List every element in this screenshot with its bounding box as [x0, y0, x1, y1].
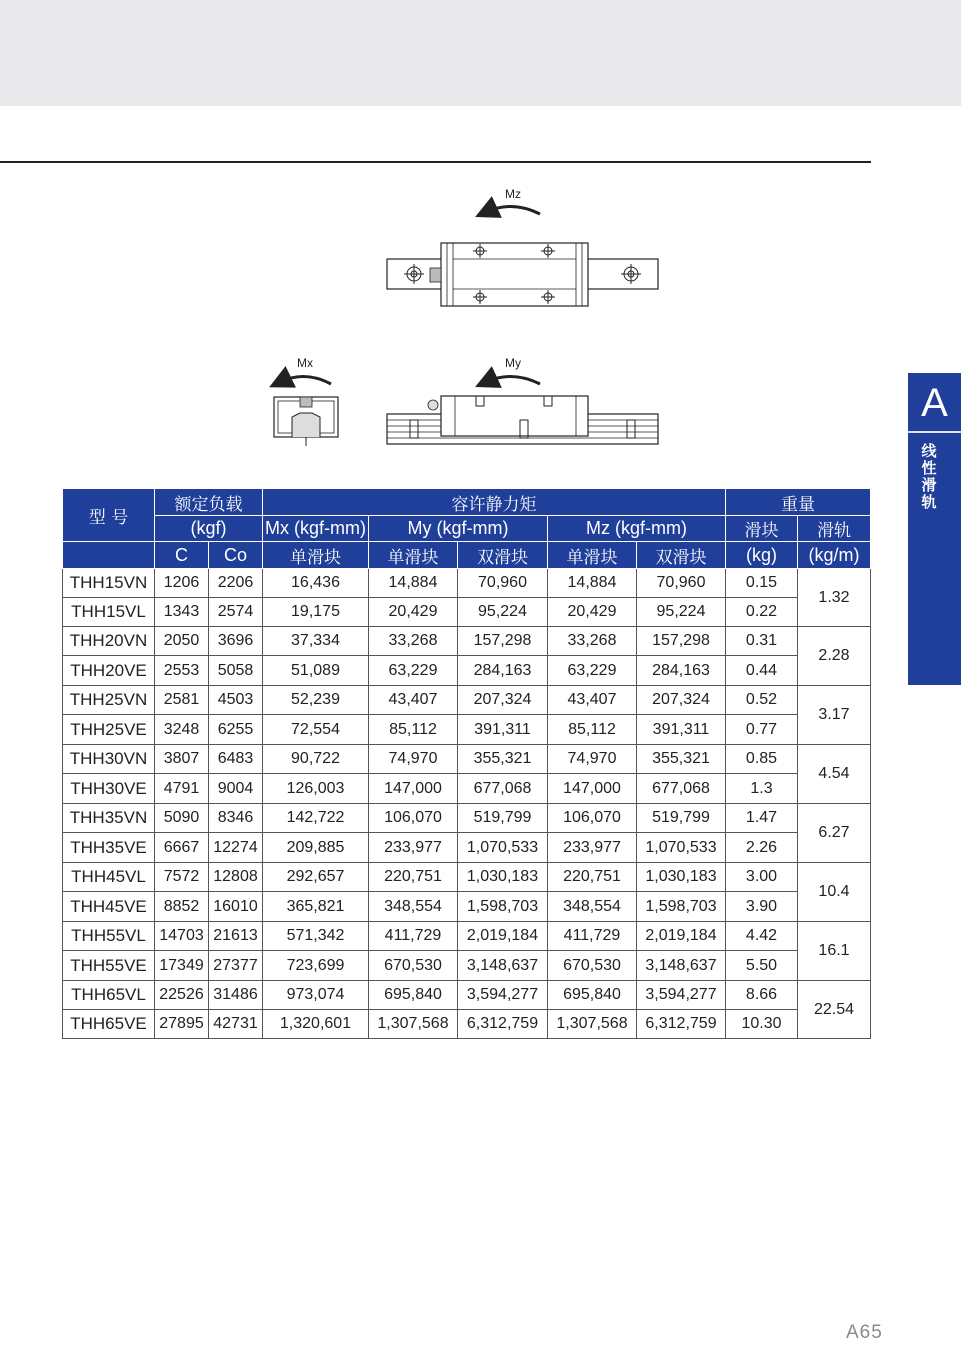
cell-model: THH65VL	[63, 981, 155, 1010]
cell-mz2: 95,224	[637, 598, 726, 627]
cell-c: 2581	[155, 686, 209, 715]
cell-co: 27377	[209, 951, 263, 981]
table-row	[63, 686, 871, 715]
section-title-char: 轨	[921, 493, 937, 511]
table-row	[63, 981, 871, 1010]
cell-block: 1.3	[726, 774, 798, 804]
cell-c: 3807	[155, 745, 209, 774]
cell-mx: 365,821	[263, 892, 369, 922]
mx-arrow-icon	[280, 376, 331, 384]
cell-c: 8852	[155, 892, 209, 922]
cell-model: THH65VE	[63, 1010, 155, 1039]
cell-mx: 1,320,601	[263, 1010, 369, 1039]
header-my-single: 单滑块	[369, 542, 458, 569]
cell-mz1: 106,070	[548, 804, 637, 833]
cell-mz1: 63,229	[548, 656, 637, 686]
grease-nipple-icon	[430, 268, 441, 282]
cell-mx: 209,885	[263, 833, 369, 863]
cell-mz1: 43,407	[548, 686, 637, 715]
header-block-unit: (kg)	[726, 542, 798, 569]
cell-mz2: 355,321	[637, 745, 726, 774]
cell-my1: 695,840	[369, 981, 458, 1010]
cell-block: 0.52	[726, 686, 798, 715]
cell-mx: 52,239	[263, 686, 369, 715]
cell-my2: 3,594,277	[458, 981, 548, 1010]
header-c: C	[155, 542, 209, 569]
cell-block: 0.22	[726, 598, 798, 627]
cell-mz1: 411,729	[548, 922, 637, 951]
cell-model: THH55VE	[63, 951, 155, 981]
section-title-char: 性	[921, 459, 937, 477]
cell-c: 22526	[155, 981, 209, 1010]
cell-mx: 16,436	[263, 569, 369, 598]
cell-my1: 670,530	[369, 951, 458, 981]
cell-model: THH15VL	[63, 598, 155, 627]
cell-my2: 207,324	[458, 686, 548, 715]
cell-my2: 677,068	[458, 774, 548, 804]
cell-mx: 19,175	[263, 598, 369, 627]
cell-c: 1206	[155, 569, 209, 598]
cell-model: THH30VN	[63, 745, 155, 774]
header-model-blank	[63, 542, 155, 569]
cell-model: THH25VN	[63, 686, 155, 715]
cell-mz2: 1,070,533	[637, 833, 726, 863]
cell-c: 5090	[155, 804, 209, 833]
header-rail-weight: 滑轨	[798, 516, 871, 542]
cell-rail: 1.32	[798, 569, 871, 627]
cell-mz2: 157,298	[637, 627, 726, 656]
cell-mx: 37,334	[263, 627, 369, 656]
table-row	[63, 745, 871, 774]
cell-my2: 70,960	[458, 569, 548, 598]
header-weight: 重量	[726, 489, 871, 516]
cell-my1: 14,884	[369, 569, 458, 598]
cell-c: 7572	[155, 863, 209, 892]
end-view-diagram	[274, 356, 338, 446]
cell-mz2: 1,598,703	[637, 892, 726, 922]
table-body	[63, 569, 871, 1039]
header-my: My (kgf-mm)	[369, 516, 548, 542]
cell-co: 42731	[209, 1010, 263, 1039]
mx-label: Mx	[297, 356, 313, 370]
top-view-diagram	[387, 187, 658, 306]
cell-mz2: 519,799	[637, 804, 726, 833]
cell-model: THH15VN	[63, 569, 155, 598]
grease-nipple-side-icon	[428, 400, 438, 410]
cell-my2: 1,598,703	[458, 892, 548, 922]
cell-mz2: 284,163	[637, 656, 726, 686]
header-model: 型 号	[63, 489, 155, 542]
cell-my1: 85,112	[369, 715, 458, 745]
cell-my2: 2,019,184	[458, 922, 548, 951]
cell-co: 31486	[209, 981, 263, 1010]
cell-co: 6255	[209, 715, 263, 745]
header-mz: Mz (kgf-mm)	[548, 516, 726, 542]
header-my-double: 双滑块	[458, 542, 548, 569]
table-row	[63, 656, 871, 686]
cell-my2: 355,321	[458, 745, 548, 774]
cell-mx: 51,089	[263, 656, 369, 686]
table-row	[63, 833, 871, 863]
block-side	[441, 396, 588, 436]
cell-mz1: 348,554	[548, 892, 637, 922]
cell-rail: 3.17	[798, 686, 871, 745]
cell-block: 0.44	[726, 656, 798, 686]
cell-model: THH30VE	[63, 774, 155, 804]
cell-model: THH25VE	[63, 715, 155, 745]
cell-my2: 391,311	[458, 715, 548, 745]
cell-my2: 519,799	[458, 804, 548, 833]
section-letter: A	[921, 381, 948, 425]
cell-block: 10.30	[726, 1010, 798, 1039]
cell-block: 0.77	[726, 715, 798, 745]
cell-model: THH35VE	[63, 833, 155, 863]
cell-mz2: 3,148,637	[637, 951, 726, 981]
cell-block: 8.66	[726, 981, 798, 1010]
header-block-weight: 滑块	[726, 516, 798, 542]
cell-model: THH45VL	[63, 863, 155, 892]
cell-mx: 723,699	[263, 951, 369, 981]
cell-model: THH20VN	[63, 627, 155, 656]
cell-mz2: 1,030,183	[637, 863, 726, 892]
header-mx: Mx (kgf-mm)	[263, 516, 369, 542]
cell-my2: 1,030,183	[458, 863, 548, 892]
cell-mx: 973,074	[263, 981, 369, 1010]
mz-arrow-icon	[486, 206, 540, 214]
cell-mz2: 391,311	[637, 715, 726, 745]
cell-c: 2050	[155, 627, 209, 656]
my-label: My	[505, 356, 521, 370]
cell-co: 9004	[209, 774, 263, 804]
cell-c: 14703	[155, 922, 209, 951]
header-load-unit: (kgf)	[155, 516, 263, 542]
cell-block: 3.00	[726, 863, 798, 892]
cell-mz1: 670,530	[548, 951, 637, 981]
cell-model: THH55VL	[63, 922, 155, 951]
table-row	[63, 774, 871, 804]
rail-end	[292, 413, 320, 437]
header-mz-double: 双滑块	[637, 542, 726, 569]
cell-rail: 10.4	[798, 863, 871, 922]
cell-my1: 411,729	[369, 922, 458, 951]
cell-mx: 72,554	[263, 715, 369, 745]
cell-mz1: 147,000	[548, 774, 637, 804]
cell-co: 5058	[209, 656, 263, 686]
header-rail-unit: (kg/m)	[798, 542, 871, 569]
cell-co: 6483	[209, 745, 263, 774]
cell-my2: 157,298	[458, 627, 548, 656]
cell-mz1: 20,429	[548, 598, 637, 627]
cell-c: 2553	[155, 656, 209, 686]
table-row	[63, 892, 871, 922]
cell-mz1: 74,970	[548, 745, 637, 774]
cell-model: THH35VN	[63, 804, 155, 833]
table-row	[63, 627, 871, 656]
cell-my2: 284,163	[458, 656, 548, 686]
cell-mz2: 677,068	[637, 774, 726, 804]
table-row	[63, 951, 871, 981]
cell-model: THH20VE	[63, 656, 155, 686]
specification-table	[62, 488, 871, 1039]
header-rated-load: 额定负载	[155, 489, 263, 516]
header-co: Co	[209, 542, 263, 569]
cell-co: 4503	[209, 686, 263, 715]
cell-co: 16010	[209, 892, 263, 922]
cell-mx: 571,342	[263, 922, 369, 951]
cell-c: 1343	[155, 598, 209, 627]
cell-mx: 126,003	[263, 774, 369, 804]
table-row	[63, 863, 871, 892]
cell-c: 6667	[155, 833, 209, 863]
cell-rail: 22.54	[798, 981, 871, 1039]
section-title-char: 滑	[921, 476, 937, 494]
cell-model: THH45VE	[63, 892, 155, 922]
cell-co: 8346	[209, 804, 263, 833]
cell-c: 17349	[155, 951, 209, 981]
cell-my1: 1,307,568	[369, 1010, 458, 1039]
cell-mz2: 6,312,759	[637, 1010, 726, 1039]
cell-mz1: 33,268	[548, 627, 637, 656]
cell-block: 4.42	[726, 922, 798, 951]
cell-mz2: 70,960	[637, 569, 726, 598]
cell-mz1: 85,112	[548, 715, 637, 745]
cell-mx: 142,722	[263, 804, 369, 833]
header-static-moment: 容许静力矩	[263, 489, 726, 516]
side-view-diagram	[387, 356, 658, 444]
cell-rail: 6.27	[798, 804, 871, 863]
cell-c: 27895	[155, 1010, 209, 1039]
cell-my1: 43,407	[369, 686, 458, 715]
cell-co: 2206	[209, 569, 263, 598]
cell-my1: 74,970	[369, 745, 458, 774]
cell-my2: 95,224	[458, 598, 548, 627]
cell-mz1: 14,884	[548, 569, 637, 598]
cell-co: 3696	[209, 627, 263, 656]
cell-my2: 3,148,637	[458, 951, 548, 981]
cell-mz1: 233,977	[548, 833, 637, 863]
cell-block: 3.90	[726, 892, 798, 922]
cell-my1: 348,554	[369, 892, 458, 922]
cell-mx: 90,722	[263, 745, 369, 774]
cell-mz2: 2,019,184	[637, 922, 726, 951]
cell-mz1: 695,840	[548, 981, 637, 1010]
cell-c: 3248	[155, 715, 209, 745]
cell-my1: 147,000	[369, 774, 458, 804]
table-row	[63, 804, 871, 833]
cell-co: 21613	[209, 922, 263, 951]
cell-c: 4791	[155, 774, 209, 804]
table-row	[63, 922, 871, 951]
cell-co: 2574	[209, 598, 263, 627]
cell-my2: 1,070,533	[458, 833, 548, 863]
header-mx-single: 单滑块	[263, 542, 369, 569]
cell-rail: 2.28	[798, 627, 871, 686]
cell-mz1: 220,751	[548, 863, 637, 892]
cell-block: 0.31	[726, 627, 798, 656]
mz-label: Mz	[505, 187, 521, 201]
table-row	[63, 715, 871, 745]
cell-co: 12274	[209, 833, 263, 863]
cell-my1: 233,977	[369, 833, 458, 863]
header-mz-single: 单滑块	[548, 542, 637, 569]
cell-block: 0.85	[726, 745, 798, 774]
cell-my1: 106,070	[369, 804, 458, 833]
page-number: A65	[846, 1322, 883, 1343]
cell-co: 12808	[209, 863, 263, 892]
cell-block: 0.15	[726, 569, 798, 598]
cell-my1: 63,229	[369, 656, 458, 686]
cell-block: 5.50	[726, 951, 798, 981]
cell-rail: 16.1	[798, 922, 871, 981]
cell-my1: 33,268	[369, 627, 458, 656]
table-row	[63, 569, 871, 598]
moment-diagrams	[0, 0, 961, 470]
cell-block: 2.26	[726, 833, 798, 863]
cell-my1: 20,429	[369, 598, 458, 627]
cell-mz2: 3,594,277	[637, 981, 726, 1010]
cell-my2: 6,312,759	[458, 1010, 548, 1039]
cell-rail: 4.54	[798, 745, 871, 804]
cell-mz2: 207,324	[637, 686, 726, 715]
section-title-char: 线	[921, 442, 937, 460]
cell-block: 1.47	[726, 804, 798, 833]
table-row	[63, 1010, 871, 1039]
cell-mx: 292,657	[263, 863, 369, 892]
cell-my1: 220,751	[369, 863, 458, 892]
block-top	[441, 243, 588, 306]
table-row	[63, 598, 871, 627]
cell-mz1: 1,307,568	[548, 1010, 637, 1039]
my-arrow-icon	[486, 376, 540, 384]
